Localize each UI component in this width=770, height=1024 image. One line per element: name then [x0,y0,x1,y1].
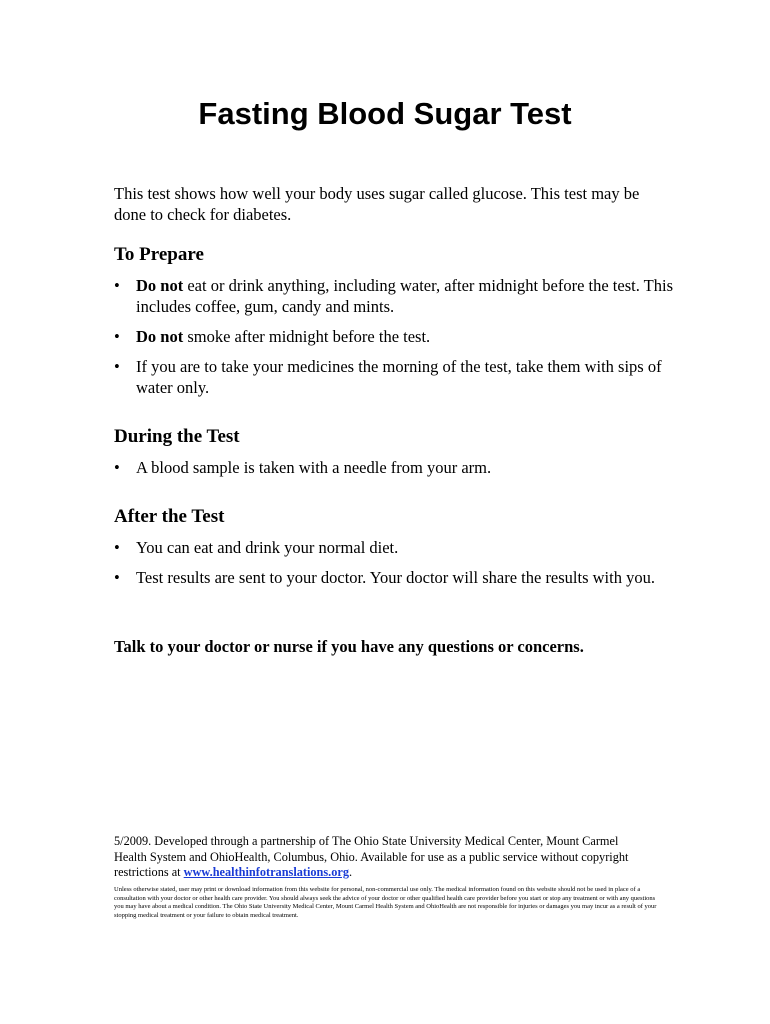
list-item [114,326,674,347]
footer-credit-text: 5/2009. Developed through a partnership of The Ohio State University Medical Center, Mount Carmel Health System and OhioHealth, Columbus, Ohio. Available for use as a public service without copyright restrictions at [114,834,629,879]
list-item-text: You can eat and drink your normal diet. [136,538,399,557]
list-item-text: Test results are sent to your doctor. Your doctor will share the results with you. [136,568,655,587]
bullet-icon: • [114,327,120,346]
bullet-icon: • [114,276,120,295]
section-heading-after-the-test: After the Test [114,506,225,527]
list-item [114,457,674,478]
bullet-icon: • [114,357,120,376]
list-item-text: A blood sample is taken with a needle from your arm. [136,458,492,477]
section-heading-during-the-test: During the Test [114,426,240,447]
list-item-text: If you are to take your medicines the morning of the test, take them with sips of water only. [136,357,662,397]
footer-credit [114,834,654,881]
to-prepare-list [114,275,674,407]
disclaimer: Unless otherwise stated, user may print or download information from this website for personal, non-commercial use only. The medical information found on this website should not be used in place of a consultation with your doctor or other health care provider. You should always seek the advice of your doctor or other qualified health care provider before you start or stop any treatment or with any questions you may have about a medical condition. The Ohio State University Medical Center, Mount Carmel Health System and OhioHealth are not responsible for injuries or damages you may incur as a result of your stopping medical treatment or your failure to obtain medical treatment. [114,886,657,919]
bullet-icon: • [114,458,120,477]
list-item [114,356,674,398]
section-heading-to-prepare: To Prepare [114,244,204,265]
during-test-list [114,457,674,487]
emphasis-text: Do not [136,276,184,295]
website-link[interactable]: www.healthinfotranslations.org [183,865,350,879]
list-item-text: eat or drink anything, including water, after midnight before the test. This includes coffee, gum, candy and mints. [136,276,673,316]
list-item-text: smoke after midnight before the test. [183,327,431,346]
list-item [114,537,674,558]
list-item [114,567,674,588]
bullet-icon: • [114,568,120,587]
intro-paragraph: This test shows how well your body uses sugar called glucose. This test may be done to check for diabetes. [114,184,640,224]
bullet-icon: • [114,538,120,557]
footer-credit-end: . [349,865,353,879]
page-title: Fasting Blood Sugar Test [198,96,572,131]
emphasis-text: Do not [136,327,184,346]
after-test-list [114,537,674,597]
closing-statement: Talk to your doctor or nurse if you have any questions or concerns. [114,637,584,656]
list-item [114,275,674,317]
